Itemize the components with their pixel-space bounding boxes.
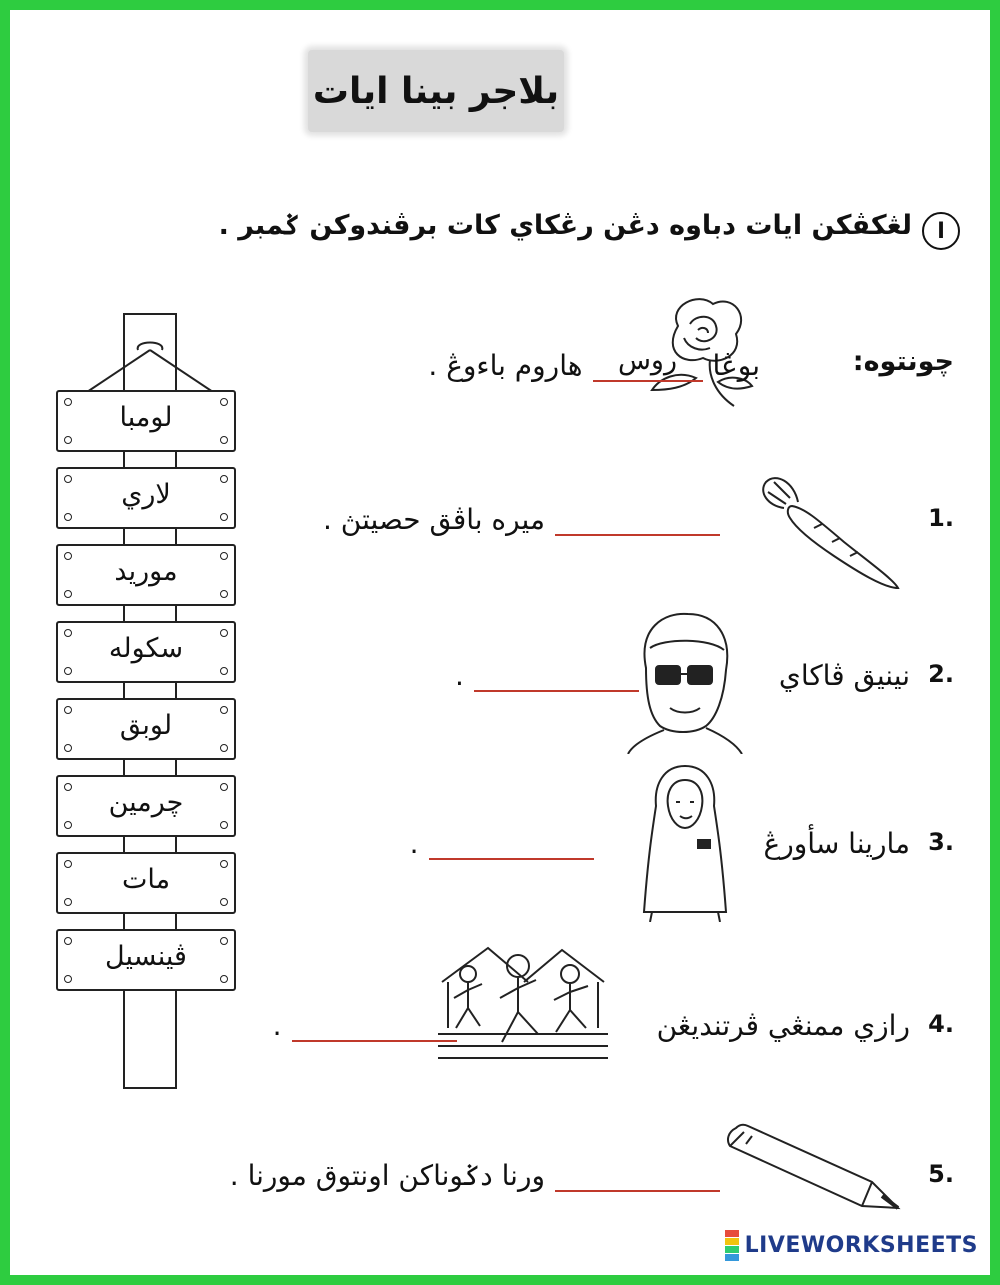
- watermark-text: LIVEWORKSHEETS: [744, 1233, 978, 1258]
- word-bank-item: لاري: [121, 479, 171, 510]
- word-bank-board[interactable]: [56, 775, 236, 837]
- word-bank-item: چرمين: [108, 787, 184, 818]
- word-bank-item: لومبا: [119, 402, 173, 433]
- question-3-blank[interactable]: [429, 824, 594, 860]
- question-1-after: ميره باڤق حصيتڽ .: [322, 503, 545, 536]
- question-3-number: 3.: [928, 828, 954, 856]
- question-2-number: 2.: [928, 660, 954, 688]
- board-nail: [220, 821, 228, 829]
- example-answer: روس: [617, 345, 678, 376]
- board-nail: [220, 590, 228, 598]
- word-bank-board[interactable]: [56, 390, 236, 452]
- pencil-icon: [722, 1122, 902, 1212]
- word-bank-board[interactable]: [56, 852, 236, 914]
- question-1-blank[interactable]: [555, 500, 720, 536]
- board-nail: [220, 898, 228, 906]
- board-nail: [64, 436, 72, 444]
- board-nail: [64, 744, 72, 752]
- board-nail: [220, 513, 228, 521]
- instruction-number: ا: [937, 218, 945, 244]
- board-nail: [64, 975, 72, 983]
- board-nail: [64, 513, 72, 521]
- question-4-before: رازي ممنڠي ڤرتنديڠن: [656, 1009, 910, 1042]
- example-sentence: [428, 346, 760, 382]
- question-4-after: .: [272, 1009, 282, 1042]
- liveworksheets-watermark: [725, 1230, 978, 1261]
- carrot-icon: [754, 462, 904, 594]
- liveworksheets-logo-icon: [725, 1230, 739, 1261]
- example-after: هاروم باءوڠ .: [428, 349, 583, 382]
- word-bank-board[interactable]: [56, 698, 236, 760]
- worksheet-page: [10, 10, 990, 1275]
- word-bank-board[interactable]: [56, 467, 236, 529]
- question-2-after: .: [455, 659, 464, 692]
- question-2-before: نينيق ڤاكاي: [778, 659, 910, 692]
- question-5-sentence: [230, 1156, 720, 1192]
- example-answer-blank: [593, 346, 703, 382]
- question-1-number: 1.: [928, 504, 954, 532]
- question-2-sentence: [455, 656, 910, 692]
- question-4-sentence: [273, 1006, 910, 1042]
- question-3-after: .: [409, 827, 419, 860]
- word-bank-board[interactable]: [56, 544, 236, 606]
- running-race-icon: [438, 938, 608, 1062]
- question-1-sentence: [323, 500, 720, 536]
- word-bank-item: مات: [121, 864, 171, 895]
- word-bank-item: لوبق: [119, 710, 173, 741]
- question-3-sentence: [410, 824, 910, 860]
- board-nail: [64, 821, 72, 829]
- instruction-text: لڠكڤكن ايات دباوه دڠن رڠكاي كات برڤندوكن ݢمبر .: [218, 210, 912, 241]
- question-5-number: 5.: [928, 1160, 954, 1188]
- question-5-after: ورنا دݢوناكن اونتوق مورنا .: [229, 1159, 545, 1192]
- word-bank-board[interactable]: [56, 621, 236, 683]
- instruction-number-badge: [922, 212, 960, 250]
- word-bank-item: ڤينسيل: [105, 941, 187, 972]
- word-bank-item: سكوله: [108, 633, 184, 664]
- board-nail: [64, 898, 72, 906]
- question-4-blank[interactable]: [292, 1006, 457, 1042]
- page-title: بلاجر بينا ايات: [312, 70, 560, 112]
- question-4-number: 4.: [928, 1010, 954, 1038]
- word-bank-signpost: [38, 310, 248, 1100]
- title-banner: [308, 50, 564, 132]
- example-before: بوڠا: [712, 349, 760, 382]
- board-nail: [220, 744, 228, 752]
- board-nail: [64, 590, 72, 598]
- board-nail: [220, 667, 228, 675]
- word-bank-board[interactable]: [56, 929, 236, 991]
- example-label: چونتوه:: [852, 346, 954, 377]
- question-3-before: مارينا سأورڠ: [763, 827, 910, 860]
- board-nail: [220, 975, 228, 983]
- word-bank-item: موريد: [114, 556, 178, 587]
- question-5-blank[interactable]: [555, 1156, 720, 1192]
- question-2-blank[interactable]: [474, 656, 639, 692]
- board-nail: [64, 667, 72, 675]
- board-nail: [220, 436, 228, 444]
